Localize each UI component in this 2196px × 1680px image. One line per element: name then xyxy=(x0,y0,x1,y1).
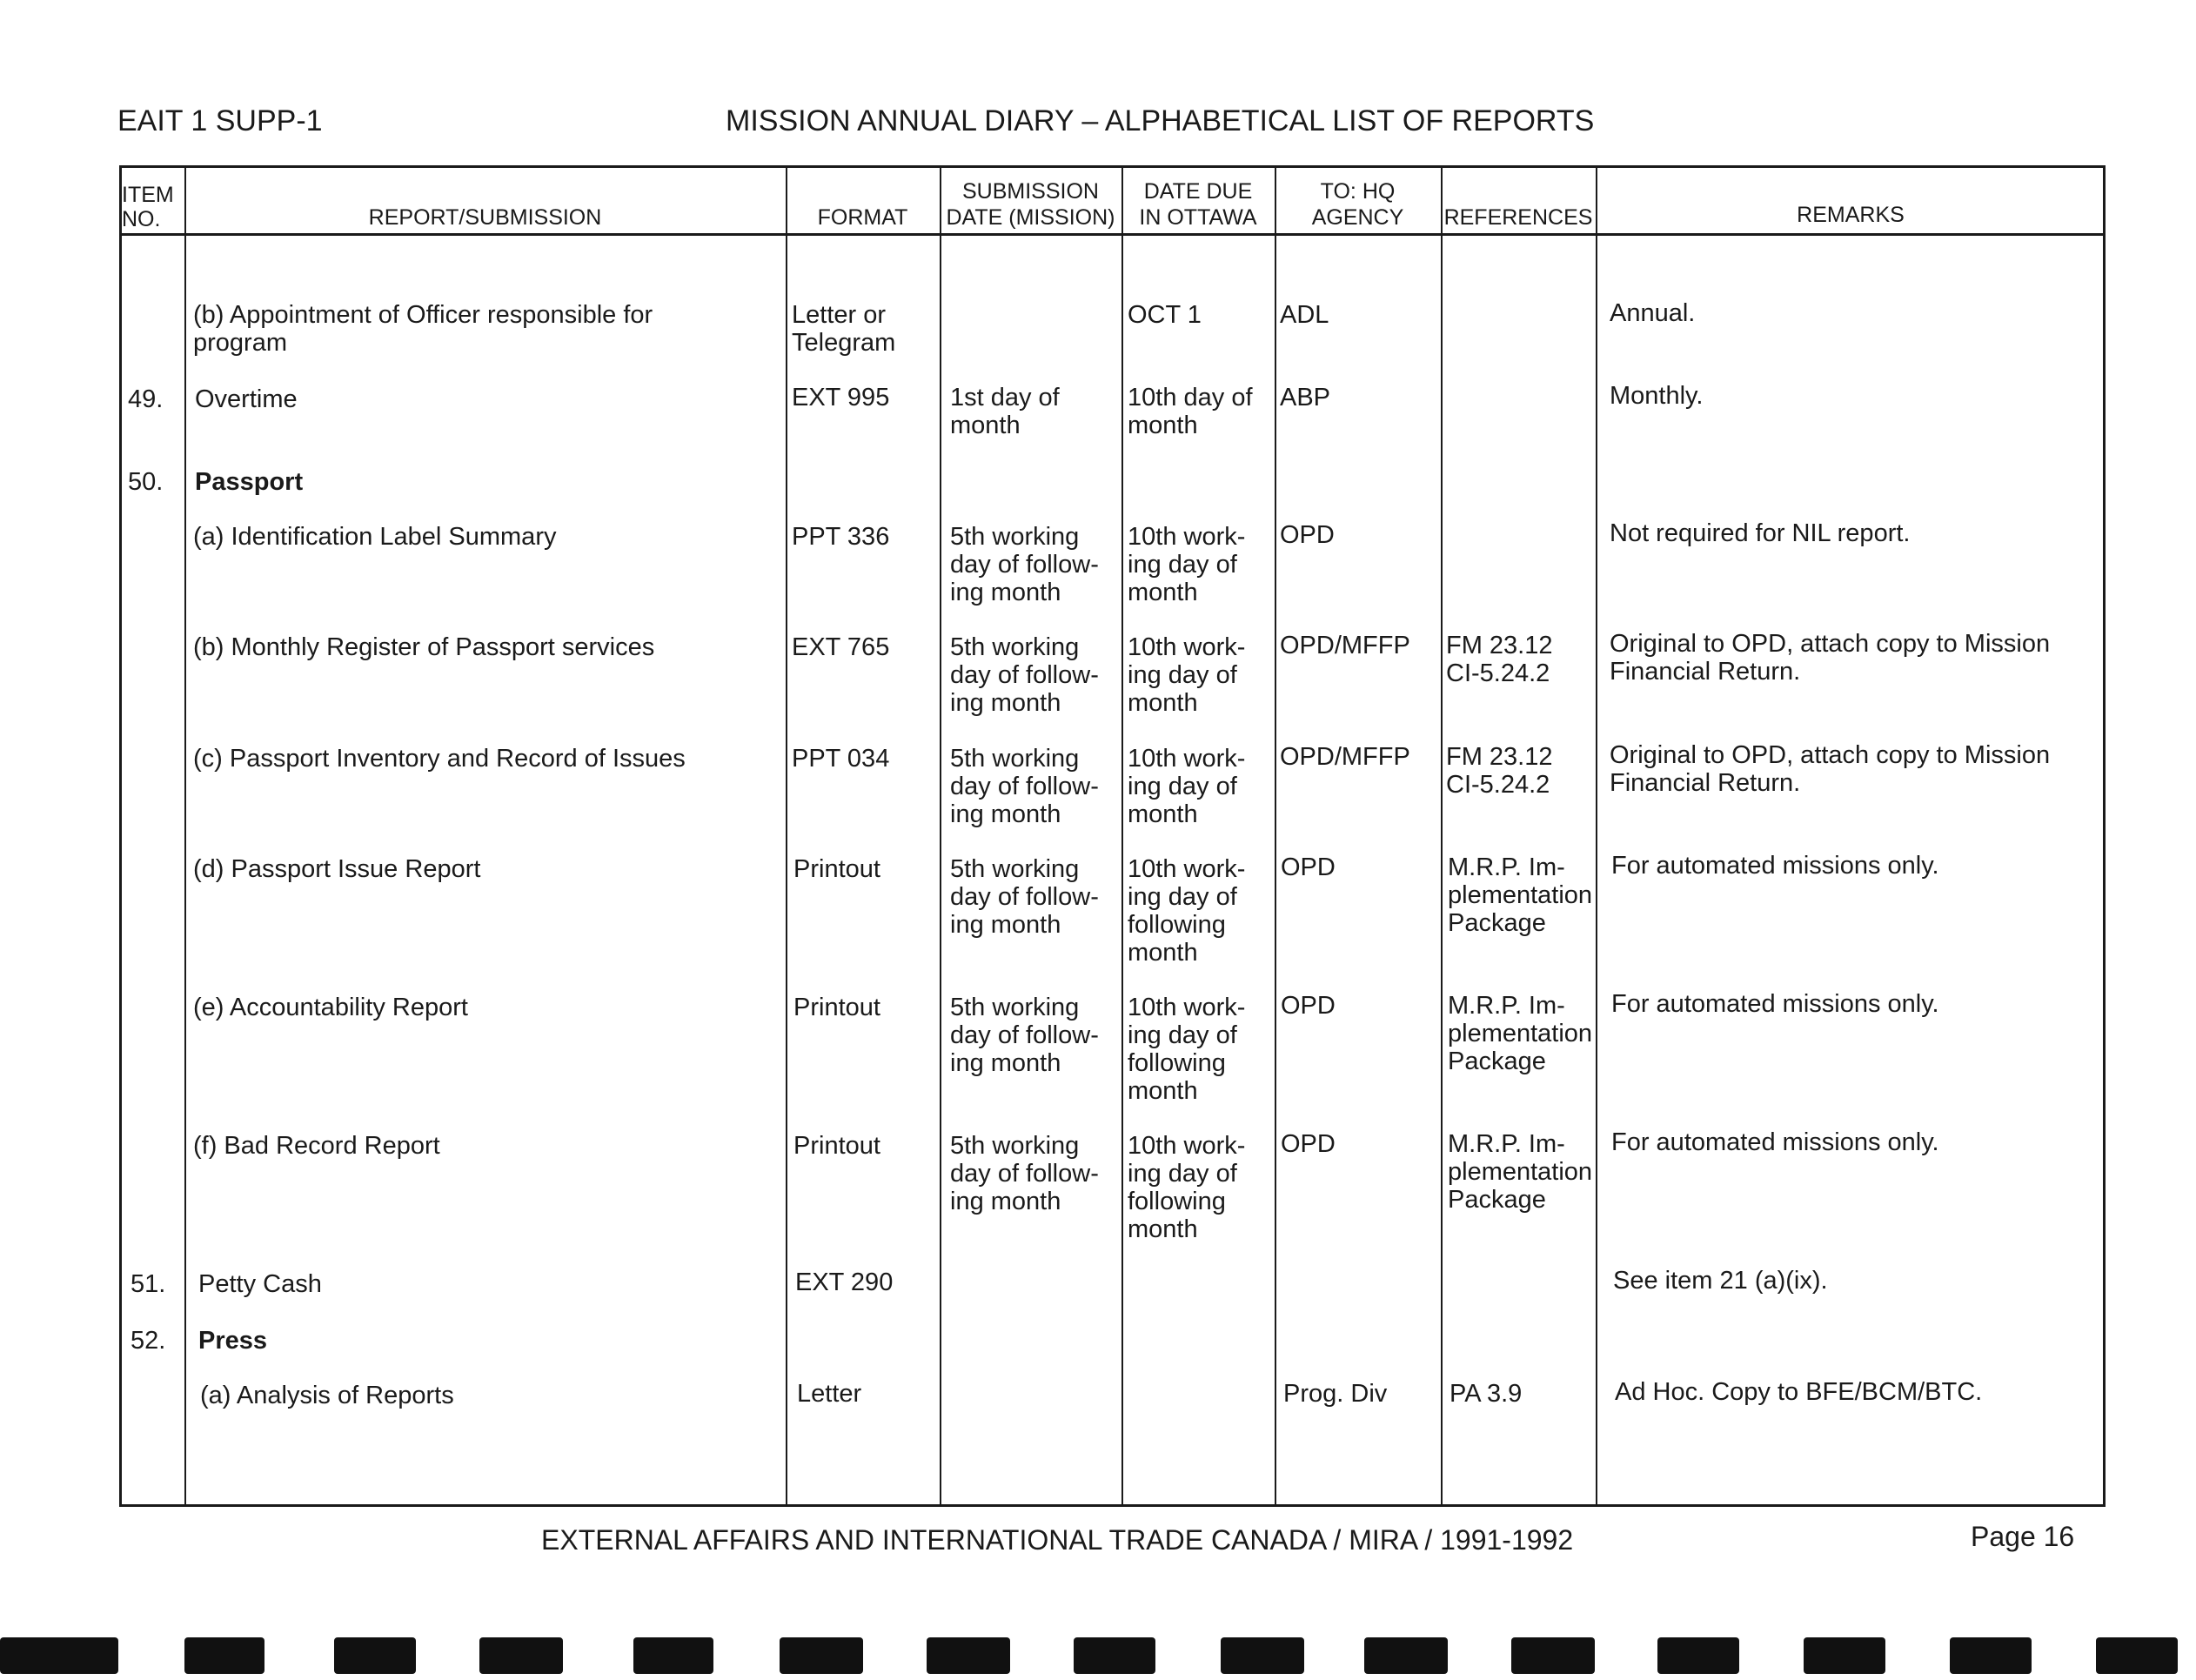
hq-agency: OPD xyxy=(1280,521,1335,549)
punch-mark xyxy=(927,1637,1010,1674)
report-name: (b) Appointment of Officer responsible for program xyxy=(193,301,653,357)
punch-mark xyxy=(780,1637,863,1674)
hq-agency: OPD xyxy=(1281,853,1336,881)
table-frame xyxy=(119,165,2106,1507)
submission-date: 5th working day of follow- ing month xyxy=(950,633,1099,717)
remarks: Annual. xyxy=(1610,299,1696,327)
punch-mark xyxy=(184,1637,264,1674)
column-header-remarks: REMARKS xyxy=(1797,203,1905,227)
column-divider xyxy=(940,165,941,1507)
item-number: 50. xyxy=(128,468,164,496)
report-name: (a) Identification Label Summary xyxy=(193,523,557,551)
date-due: 10th work- ing day of following month xyxy=(1128,1132,1246,1243)
report-name: (f) Bad Record Report xyxy=(193,1132,440,1160)
submission-date: 5th working day of follow- ing month xyxy=(950,745,1099,828)
references: PA 3.9 xyxy=(1449,1380,1523,1408)
column-header-format: FORMAT xyxy=(817,205,908,230)
punch-mark xyxy=(633,1637,713,1674)
punch-mark xyxy=(479,1637,563,1674)
report-format: Printout xyxy=(793,855,880,883)
submission-date: 5th working day of follow- ing month xyxy=(950,523,1099,606)
hq-agency: ABP xyxy=(1280,384,1331,412)
punch-mark xyxy=(1950,1637,2032,1674)
report-format: EXT 995 xyxy=(792,384,890,412)
column-header-report: REPORT/SUBMISSION xyxy=(368,205,602,230)
references: M.R.P. Im- plementation Package xyxy=(1448,853,1593,937)
remarks: Ad Hoc. Copy to BFE/BCM/BTC. xyxy=(1615,1378,1983,1406)
punch-mark xyxy=(1074,1637,1155,1674)
report-name: Overtime xyxy=(195,385,298,413)
report-format: PPT 034 xyxy=(792,745,890,773)
column-header-item-no: ITEM NO. xyxy=(122,183,174,231)
document-code: EAIT 1 SUPP-1 xyxy=(117,104,323,137)
references: M.R.P. Im- plementation Package xyxy=(1448,1130,1593,1214)
references: FM 23.12 CI-5.24.2 xyxy=(1446,632,1553,687)
submission-date: 5th working day of follow- ing month xyxy=(950,994,1099,1077)
report-format: Letter xyxy=(797,1380,862,1408)
punch-mark xyxy=(1657,1637,1739,1674)
punch-mark xyxy=(2096,1637,2178,1674)
submission-date: 1st day of month xyxy=(950,384,1060,439)
column-divider xyxy=(1596,165,1597,1507)
references: M.R.P. Im- plementation Package xyxy=(1448,992,1593,1075)
report-format: PPT 336 xyxy=(792,523,890,551)
punch-mark xyxy=(1804,1637,1885,1674)
header-divider xyxy=(119,233,2106,236)
punch-mark xyxy=(1364,1637,1448,1674)
report-name: (c) Passport Inventory and Record of Issues xyxy=(193,745,686,773)
hq-agency: OPD/MFFP xyxy=(1280,743,1410,771)
column-header-references: REFERENCES xyxy=(1443,205,1593,230)
column-header-date-due: DATE DUE IN OTTAWA xyxy=(1139,179,1257,230)
punch-mark xyxy=(0,1637,118,1674)
column-divider xyxy=(786,165,787,1507)
hq-agency: OPD xyxy=(1281,992,1336,1020)
item-number: 49. xyxy=(128,385,164,413)
remarks: Original to OPD, attach copy to Mission Financial Return. xyxy=(1610,741,2051,797)
report-name: (e) Accountability Report xyxy=(193,994,468,1021)
column-divider xyxy=(184,165,186,1507)
remarks: For automated missions only. xyxy=(1611,990,1939,1018)
report-name: (b) Monthly Register of Passport services xyxy=(193,633,655,661)
punch-mark xyxy=(1221,1637,1304,1674)
report-format: EXT 765 xyxy=(792,633,890,661)
column-header-agency: TO: HQ AGENCY xyxy=(1311,179,1404,230)
punch-mark xyxy=(334,1637,416,1674)
hq-agency: ADL xyxy=(1280,301,1329,329)
column-divider xyxy=(1121,165,1123,1507)
report-name: (a) Analysis of Reports xyxy=(200,1382,454,1409)
date-due: 10th work- ing day of following month xyxy=(1128,994,1246,1105)
item-number: 51. xyxy=(131,1270,166,1298)
column-divider xyxy=(1441,165,1443,1507)
remarks: Monthly. xyxy=(1610,382,1704,410)
date-due: 10th work- ing day of month xyxy=(1128,745,1246,828)
page-number: Page 16 xyxy=(1971,1521,2075,1552)
punch-mark xyxy=(1511,1637,1595,1674)
remarks: See item 21 (a)(ix). xyxy=(1613,1267,1828,1295)
hq-agency: OPD/MFFP xyxy=(1280,632,1410,659)
remarks: Not required for NIL report. xyxy=(1610,519,1911,547)
report-section-title: Press xyxy=(198,1327,268,1355)
report-format: Printout xyxy=(793,994,880,1021)
column-divider xyxy=(1275,165,1276,1507)
date-due: 10th work- ing day of month xyxy=(1128,523,1246,606)
report-section-title: Passport xyxy=(195,468,304,496)
date-due: OCT 1 xyxy=(1128,301,1202,329)
references: FM 23.12 CI-5.24.2 xyxy=(1446,743,1553,799)
report-name: Petty Cash xyxy=(198,1270,322,1298)
report-name: (d) Passport Issue Report xyxy=(193,855,481,883)
remarks: Original to OPD, attach copy to Mission Financial Return. xyxy=(1610,630,2051,686)
date-due: 10th day of month xyxy=(1128,384,1253,439)
report-format: EXT 290 xyxy=(795,1268,894,1296)
report-format: Letter or Telegram xyxy=(792,301,896,357)
date-due: 10th work- ing day of following month xyxy=(1128,855,1246,967)
date-due: 10th work- ing day of month xyxy=(1128,633,1246,717)
item-number: 52. xyxy=(131,1327,166,1355)
hq-agency: Prog. Div xyxy=(1283,1380,1388,1408)
column-header-submission-date: SUBMISSION DATE (MISSION) xyxy=(946,179,1115,230)
submission-date: 5th working day of follow- ing month xyxy=(950,1132,1099,1215)
document-title: MISSION ANNUAL DIARY – ALPHABETICAL LIST OF REPORTS xyxy=(726,104,1595,137)
footer-publisher: EXTERNAL AFFAIRS AND INTERNATIONAL TRADE CANADA / MIRA / 1991-1992 xyxy=(541,1524,1574,1556)
submission-date: 5th working day of follow- ing month xyxy=(950,855,1099,939)
remarks: For automated missions only. xyxy=(1611,852,1939,880)
report-format: Printout xyxy=(793,1132,880,1160)
remarks: For automated missions only. xyxy=(1611,1128,1939,1156)
hq-agency: OPD xyxy=(1281,1130,1336,1158)
